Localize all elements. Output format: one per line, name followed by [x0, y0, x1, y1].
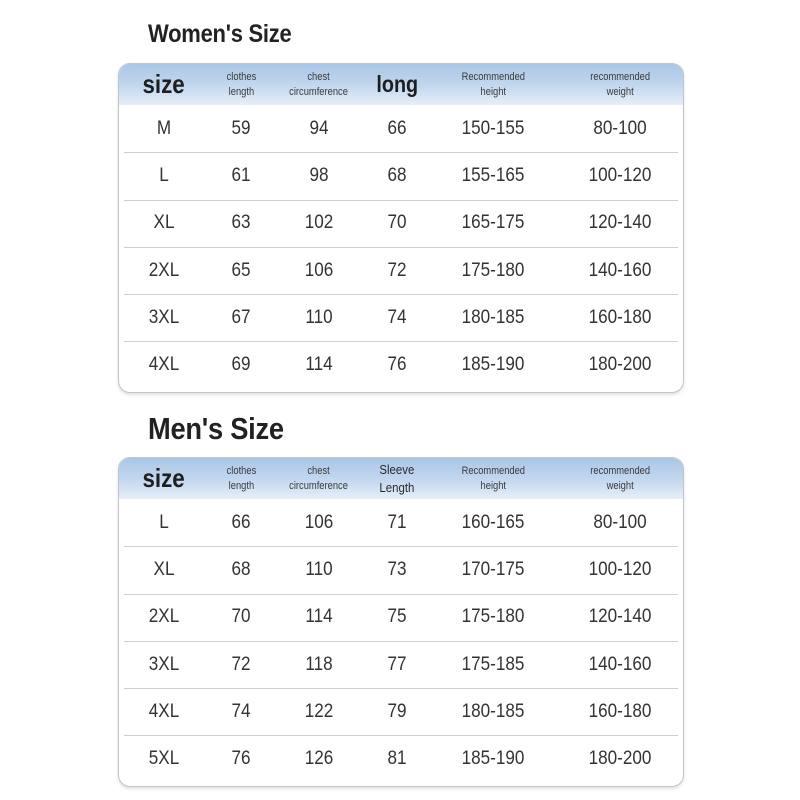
clothes-length-cell: 74	[231, 700, 251, 722]
clothes-length-cell: 69	[231, 354, 251, 376]
height-cell: 175-185	[461, 653, 525, 675]
table-row	[119, 247, 683, 294]
chest-cell: 94	[309, 117, 329, 139]
header-chest-circumference: chest circumference	[289, 70, 349, 98]
height-cell: 180-185	[461, 306, 525, 328]
clothes-length-cell: 72	[231, 653, 251, 675]
header-recommended-weight: recommended weight	[590, 464, 650, 492]
length-cell: 81	[387, 748, 407, 770]
height-cell: 150-155	[461, 117, 525, 139]
women-table-header	[119, 64, 683, 105]
weight-cell: 160-180	[588, 700, 652, 722]
chest-cell: 114	[305, 354, 333, 376]
size-cell: 5XL	[148, 748, 180, 770]
women-size-title: Women's Size	[148, 20, 292, 48]
table-row	[119, 105, 683, 152]
size-cell: L	[159, 164, 169, 186]
weight-cell: 180-200	[588, 748, 652, 770]
header-recommended-height: Recommended height	[461, 70, 525, 98]
length-cell: 68	[387, 164, 407, 186]
table-row	[119, 200, 683, 247]
clothes-length-cell: 63	[231, 212, 251, 234]
chest-cell: 106	[304, 511, 334, 533]
header-recommended-height: Recommended height	[461, 464, 525, 492]
size-cell: L	[159, 511, 169, 533]
table-row	[119, 152, 683, 199]
length-cell: 73	[387, 558, 407, 580]
table-row	[119, 594, 683, 641]
header-size: size	[142, 463, 186, 493]
clothes-length-cell: 66	[231, 511, 251, 533]
height-cell: 160-165	[461, 511, 525, 533]
size-cell: 3XL	[148, 306, 180, 328]
weight-cell: 140-160	[588, 259, 652, 281]
table-row	[119, 499, 683, 546]
height-cell: 165-175	[461, 212, 525, 234]
chest-cell: 110	[305, 558, 333, 580]
chest-cell: 114	[305, 606, 333, 628]
weight-cell: 120-140	[588, 212, 652, 234]
length-cell: 72	[387, 259, 407, 281]
length-cell: 71	[387, 511, 407, 533]
header-sleeve-length: Sleeve Length	[379, 461, 415, 495]
header-clothes-length: clothes length	[226, 70, 256, 98]
length-cell: 76	[387, 354, 407, 376]
size-cell: XL	[153, 212, 175, 234]
table-row	[119, 688, 683, 735]
length-cell: 75	[387, 606, 407, 628]
height-cell: 175-180	[461, 259, 525, 281]
size-cell: M	[156, 117, 172, 139]
header-chest-circumference: chest circumference	[289, 464, 349, 492]
men-size-table	[118, 457, 684, 787]
weight-cell: 100-120	[588, 558, 652, 580]
chest-cell: 126	[304, 748, 334, 770]
size-cell: 4XL	[148, 354, 180, 376]
weight-cell: 180-200	[588, 354, 652, 376]
length-cell: 77	[387, 653, 407, 675]
women-size-table	[118, 63, 684, 393]
chest-cell: 118	[305, 653, 333, 675]
clothes-length-cell: 76	[231, 748, 251, 770]
length-cell: 74	[387, 306, 407, 328]
chest-cell: 98	[309, 164, 329, 186]
weight-cell: 80-100	[593, 511, 647, 533]
size-cell: 2XL	[148, 606, 180, 628]
weight-cell: 140-160	[588, 653, 652, 675]
clothes-length-cell: 68	[231, 558, 251, 580]
chest-cell: 122	[304, 700, 334, 722]
women-table-body	[119, 105, 683, 389]
chest-cell: 106	[304, 259, 334, 281]
size-cell: 3XL	[148, 653, 180, 675]
clothes-length-cell: 67	[231, 306, 251, 328]
length-cell: 79	[387, 700, 407, 722]
table-row	[119, 546, 683, 593]
height-cell: 185-190	[461, 354, 525, 376]
header-long: long	[376, 71, 418, 97]
height-cell: 170-175	[461, 558, 525, 580]
men-table-header	[119, 458, 683, 499]
clothes-length-cell: 61	[231, 164, 251, 186]
weight-cell: 160-180	[588, 306, 652, 328]
men-table-body	[119, 499, 683, 783]
clothes-length-cell: 70	[231, 606, 251, 628]
size-cell: 2XL	[148, 259, 180, 281]
height-cell: 155-165	[461, 164, 525, 186]
table-row	[119, 735, 683, 782]
height-cell: 175-180	[461, 606, 525, 628]
clothes-length-cell: 65	[231, 259, 251, 281]
table-row	[119, 341, 683, 388]
table-row	[119, 641, 683, 688]
clothes-length-cell: 59	[231, 117, 251, 139]
length-cell: 66	[387, 117, 407, 139]
height-cell: 185-190	[461, 748, 525, 770]
size-cell: XL	[153, 558, 175, 580]
table-row	[119, 294, 683, 341]
weight-cell: 120-140	[588, 606, 652, 628]
men-size-title: Men's Size	[148, 411, 284, 446]
length-cell: 70	[387, 212, 407, 234]
height-cell: 180-185	[461, 700, 525, 722]
header-recommended-weight: recommended weight	[590, 70, 650, 98]
header-clothes-length: clothes length	[226, 464, 256, 492]
chest-cell: 102	[304, 212, 334, 234]
size-cell: 4XL	[148, 700, 180, 722]
chest-cell: 110	[305, 306, 333, 328]
weight-cell: 100-120	[588, 164, 652, 186]
weight-cell: 80-100	[593, 117, 647, 139]
header-size: size	[142, 69, 186, 99]
